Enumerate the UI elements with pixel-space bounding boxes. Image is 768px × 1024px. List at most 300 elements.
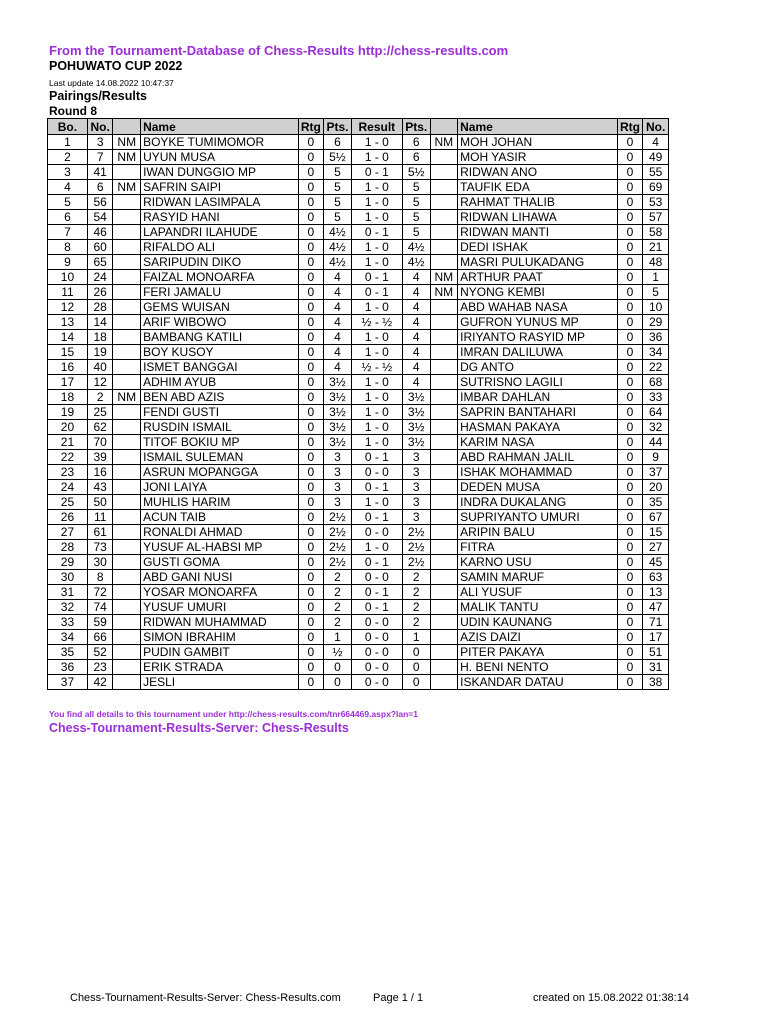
col-header-pts-2: Pts. bbox=[402, 119, 430, 135]
black-title-cell: NM bbox=[430, 270, 458, 285]
board-cell: 31 bbox=[48, 585, 88, 600]
table-row bbox=[48, 420, 669, 435]
black-title-cell bbox=[430, 570, 458, 585]
table-row bbox=[48, 480, 669, 495]
white-pts-cell: 2½ bbox=[324, 555, 352, 570]
white-pts-cell: 0 bbox=[324, 660, 352, 675]
white-no-cell: 74 bbox=[87, 600, 113, 615]
black-rtg-cell: 0 bbox=[617, 390, 643, 405]
black-rtg-cell: 0 bbox=[617, 330, 643, 345]
table-row bbox=[48, 255, 669, 270]
result-cell: 0 - 1 bbox=[351, 555, 402, 570]
black-name-cell: RIDWAN ANO bbox=[458, 165, 618, 180]
result-cell: 0 - 1 bbox=[351, 480, 402, 495]
black-rtg-cell: 0 bbox=[617, 345, 643, 360]
result-cell: 1 - 0 bbox=[351, 405, 402, 420]
black-name-cell: SAMIN MARUF bbox=[458, 570, 618, 585]
footer-left: Chess-Tournament-Results-Server: Chess-Results.com bbox=[70, 992, 341, 1004]
table-row bbox=[48, 570, 669, 585]
white-name-cell: YUSUF AL-HABSI MP bbox=[141, 540, 299, 555]
black-no-cell: 44 bbox=[643, 435, 669, 450]
white-pts-cell: 0 bbox=[324, 675, 352, 690]
black-pts-cell: 5 bbox=[402, 180, 430, 195]
black-name-cell: ISKANDAR DATAU bbox=[458, 675, 618, 690]
white-no-cell: 11 bbox=[87, 510, 113, 525]
white-rtg-cell: 0 bbox=[298, 570, 324, 585]
table-row bbox=[48, 660, 669, 675]
white-pts-cell: 3½ bbox=[324, 405, 352, 420]
white-rtg-cell: 0 bbox=[298, 495, 324, 510]
black-title-cell bbox=[430, 420, 458, 435]
table-row bbox=[48, 555, 669, 570]
table-row bbox=[48, 360, 669, 375]
white-no-cell: 61 bbox=[87, 525, 113, 540]
white-name-cell: SAFRIN SAIPI bbox=[141, 180, 299, 195]
white-rtg-cell: 0 bbox=[298, 585, 324, 600]
result-cell: 0 - 1 bbox=[351, 165, 402, 180]
black-no-cell: 29 bbox=[643, 315, 669, 330]
source-link-line[interactable]: From the Tournament-Database of Chess-Results http://chess-results.com bbox=[49, 43, 509, 58]
white-rtg-cell: 0 bbox=[298, 135, 324, 150]
white-title-cell bbox=[113, 615, 141, 630]
white-no-cell: 43 bbox=[87, 480, 113, 495]
board-cell: 12 bbox=[48, 300, 88, 315]
tournament-title: POHUWATO CUP 2022 bbox=[49, 59, 183, 73]
black-pts-cell: 4 bbox=[402, 300, 430, 315]
black-name-cell: MALIK TANTU bbox=[458, 600, 618, 615]
board-cell: 3 bbox=[48, 165, 88, 180]
black-name-cell: GUFRON YUNUS MP bbox=[458, 315, 618, 330]
result-cell: 1 - 0 bbox=[351, 540, 402, 555]
board-cell: 7 bbox=[48, 225, 88, 240]
white-no-cell: 72 bbox=[87, 585, 113, 600]
black-rtg-cell: 0 bbox=[617, 510, 643, 525]
black-pts-cell: 4 bbox=[402, 345, 430, 360]
white-rtg-cell: 0 bbox=[298, 675, 324, 690]
black-rtg-cell: 0 bbox=[617, 600, 643, 615]
black-title-cell bbox=[430, 315, 458, 330]
black-rtg-cell: 0 bbox=[617, 165, 643, 180]
board-cell: 17 bbox=[48, 375, 88, 390]
board-cell: 20 bbox=[48, 420, 88, 435]
white-name-cell: FAIZAL MONOARFA bbox=[141, 270, 299, 285]
black-name-cell: MASRI PULUKADANG bbox=[458, 255, 618, 270]
black-title-cell bbox=[430, 510, 458, 525]
black-rtg-cell: 0 bbox=[617, 525, 643, 540]
result-cell: 1 - 0 bbox=[351, 345, 402, 360]
black-pts-cell: 6 bbox=[402, 150, 430, 165]
white-no-cell: 52 bbox=[87, 645, 113, 660]
white-title-cell bbox=[113, 255, 141, 270]
white-rtg-cell: 0 bbox=[298, 180, 324, 195]
result-cell: 1 - 0 bbox=[351, 180, 402, 195]
black-rtg-cell: 0 bbox=[617, 495, 643, 510]
white-rtg-cell: 0 bbox=[298, 615, 324, 630]
black-rtg-cell: 0 bbox=[617, 360, 643, 375]
black-name-cell: KARNO USU bbox=[458, 555, 618, 570]
board-cell: 34 bbox=[48, 630, 88, 645]
black-title-cell bbox=[430, 525, 458, 540]
server-line: Chess-Tournament-Results-Server: Chess-Results bbox=[49, 721, 349, 735]
black-title-cell bbox=[430, 210, 458, 225]
black-rtg-cell: 0 bbox=[617, 405, 643, 420]
black-rtg-cell: 0 bbox=[617, 585, 643, 600]
white-name-cell: MUHLIS HARIM bbox=[141, 495, 299, 510]
col-header-result: Result bbox=[351, 119, 402, 135]
black-title-cell bbox=[430, 465, 458, 480]
black-rtg-cell: 0 bbox=[617, 660, 643, 675]
white-pts-cell: 4 bbox=[324, 285, 352, 300]
white-title-cell: NM bbox=[113, 180, 141, 195]
black-name-cell: TAUFIK EDA bbox=[458, 180, 618, 195]
white-pts-cell: ½ bbox=[324, 645, 352, 660]
result-cell: 1 - 0 bbox=[351, 330, 402, 345]
board-cell: 4 bbox=[48, 180, 88, 195]
table-row bbox=[48, 225, 669, 240]
result-cell: 0 - 0 bbox=[351, 615, 402, 630]
result-cell: 1 - 0 bbox=[351, 210, 402, 225]
white-pts-cell: 3½ bbox=[324, 390, 352, 405]
black-title-cell bbox=[430, 405, 458, 420]
table-row bbox=[48, 210, 669, 225]
black-no-cell: 31 bbox=[643, 660, 669, 675]
black-rtg-cell: 0 bbox=[617, 675, 643, 690]
black-pts-cell: 2 bbox=[402, 600, 430, 615]
black-pts-cell: 3 bbox=[402, 480, 430, 495]
white-name-cell: BEN ABD AZIS bbox=[141, 390, 299, 405]
white-title-cell bbox=[113, 480, 141, 495]
black-name-cell: ALI YUSUF bbox=[458, 585, 618, 600]
section-title: Pairings/Results bbox=[49, 89, 147, 103]
white-name-cell: ADHIM AYUB bbox=[141, 375, 299, 390]
board-cell: 9 bbox=[48, 255, 88, 270]
white-name-cell: ABD GANI NUSI bbox=[141, 570, 299, 585]
col-header-title-2 bbox=[430, 119, 458, 135]
black-no-cell: 5 bbox=[643, 285, 669, 300]
board-cell: 26 bbox=[48, 510, 88, 525]
black-rtg-cell: 0 bbox=[617, 630, 643, 645]
white-rtg-cell: 0 bbox=[298, 195, 324, 210]
white-title-cell bbox=[113, 210, 141, 225]
white-name-cell: RIDWAN LASIMPALA bbox=[141, 195, 299, 210]
black-rtg-cell: 0 bbox=[617, 315, 643, 330]
board-cell: 27 bbox=[48, 525, 88, 540]
white-no-cell: 12 bbox=[87, 375, 113, 390]
black-pts-cell: 3½ bbox=[402, 435, 430, 450]
black-pts-cell: 4½ bbox=[402, 240, 430, 255]
board-cell: 32 bbox=[48, 600, 88, 615]
black-pts-cell: 3 bbox=[402, 465, 430, 480]
white-rtg-cell: 0 bbox=[298, 285, 324, 300]
table-row bbox=[48, 585, 669, 600]
white-no-cell: 7 bbox=[87, 150, 113, 165]
white-title-cell bbox=[113, 540, 141, 555]
black-pts-cell: 3 bbox=[402, 495, 430, 510]
black-pts-cell: 4 bbox=[402, 375, 430, 390]
white-rtg-cell: 0 bbox=[298, 270, 324, 285]
table-row bbox=[48, 390, 669, 405]
board-cell: 6 bbox=[48, 210, 88, 225]
black-no-cell: 37 bbox=[643, 465, 669, 480]
black-no-cell: 57 bbox=[643, 210, 669, 225]
black-pts-cell: 0 bbox=[402, 645, 430, 660]
result-cell: 0 - 1 bbox=[351, 585, 402, 600]
result-cell: 0 - 0 bbox=[351, 465, 402, 480]
white-name-cell: UYUN MUSA bbox=[141, 150, 299, 165]
board-cell: 18 bbox=[48, 390, 88, 405]
black-pts-cell: 2 bbox=[402, 615, 430, 630]
white-no-cell: 65 bbox=[87, 255, 113, 270]
board-cell: 35 bbox=[48, 645, 88, 660]
white-no-cell: 54 bbox=[87, 210, 113, 225]
white-name-cell: FENDI GUSTI bbox=[141, 405, 299, 420]
black-name-cell: SUPRIYANTO UMURI bbox=[458, 510, 618, 525]
white-title-cell bbox=[113, 225, 141, 240]
black-no-cell: 51 bbox=[643, 645, 669, 660]
black-title-cell bbox=[430, 585, 458, 600]
black-no-cell: 34 bbox=[643, 345, 669, 360]
table-row bbox=[48, 240, 669, 255]
details-link-line[interactable]: You find all details to this tournament under http://chess-results.com/tnr664469.aspx?lan=1 bbox=[49, 709, 418, 719]
black-name-cell: ARTHUR PAAT bbox=[458, 270, 618, 285]
white-rtg-cell: 0 bbox=[298, 630, 324, 645]
black-name-cell: MOH JOHAN bbox=[458, 135, 618, 150]
white-title-cell bbox=[113, 525, 141, 540]
white-name-cell: GEMS WUISAN bbox=[141, 300, 299, 315]
white-pts-cell: 3 bbox=[324, 465, 352, 480]
white-no-cell: 28 bbox=[87, 300, 113, 315]
white-pts-cell: 4 bbox=[324, 270, 352, 285]
col-header-no: No. bbox=[87, 119, 113, 135]
white-name-cell: RONALDI AHMAD bbox=[141, 525, 299, 540]
white-name-cell: JONI LAIYA bbox=[141, 480, 299, 495]
white-pts-cell: 5 bbox=[324, 180, 352, 195]
white-name-cell: RASYID HANI bbox=[141, 210, 299, 225]
black-pts-cell: 3½ bbox=[402, 420, 430, 435]
table-header-row bbox=[48, 119, 669, 135]
white-no-cell: 3 bbox=[87, 135, 113, 150]
white-pts-cell: 4 bbox=[324, 345, 352, 360]
table-row bbox=[48, 195, 669, 210]
white-title-cell bbox=[113, 420, 141, 435]
board-cell: 1 bbox=[48, 135, 88, 150]
white-title-cell bbox=[113, 585, 141, 600]
board-cell: 13 bbox=[48, 315, 88, 330]
black-rtg-cell: 0 bbox=[617, 450, 643, 465]
white-rtg-cell: 0 bbox=[298, 360, 324, 375]
result-cell: 1 - 0 bbox=[351, 195, 402, 210]
white-rtg-cell: 0 bbox=[298, 480, 324, 495]
white-no-cell: 14 bbox=[87, 315, 113, 330]
board-cell: 2 bbox=[48, 150, 88, 165]
table-row bbox=[48, 180, 669, 195]
board-cell: 19 bbox=[48, 405, 88, 420]
white-rtg-cell: 0 bbox=[298, 660, 324, 675]
board-cell: 15 bbox=[48, 345, 88, 360]
black-rtg-cell: 0 bbox=[617, 645, 643, 660]
white-no-cell: 50 bbox=[87, 495, 113, 510]
board-cell: 30 bbox=[48, 570, 88, 585]
col-header-rtg-2: Rtg bbox=[617, 119, 643, 135]
white-rtg-cell: 0 bbox=[298, 315, 324, 330]
black-pts-cell: 4 bbox=[402, 315, 430, 330]
white-name-cell: SIMON IBRAHIM bbox=[141, 630, 299, 645]
board-cell: 37 bbox=[48, 675, 88, 690]
white-name-cell: ARIF WIBOWO bbox=[141, 315, 299, 330]
white-rtg-cell: 0 bbox=[298, 555, 324, 570]
black-rtg-cell: 0 bbox=[617, 555, 643, 570]
black-title-cell: NM bbox=[430, 285, 458, 300]
black-name-cell: IMBAR DAHLAN bbox=[458, 390, 618, 405]
black-title-cell bbox=[430, 180, 458, 195]
table-row bbox=[48, 630, 669, 645]
black-name-cell: FITRA bbox=[458, 540, 618, 555]
black-no-cell: 49 bbox=[643, 150, 669, 165]
black-pts-cell: 4 bbox=[402, 285, 430, 300]
black-name-cell: IMRAN DALILUWA bbox=[458, 345, 618, 360]
black-no-cell: 17 bbox=[643, 630, 669, 645]
page-number: Page 1 / 1 bbox=[373, 992, 424, 1004]
black-pts-cell: 3½ bbox=[402, 390, 430, 405]
white-no-cell: 6 bbox=[87, 180, 113, 195]
white-rtg-cell: 0 bbox=[298, 510, 324, 525]
black-rtg-cell: 0 bbox=[617, 375, 643, 390]
white-no-cell: 16 bbox=[87, 465, 113, 480]
white-pts-cell: 2½ bbox=[324, 525, 352, 540]
white-title-cell bbox=[113, 300, 141, 315]
black-title-cell bbox=[430, 375, 458, 390]
black-rtg-cell: 0 bbox=[617, 480, 643, 495]
board-cell: 29 bbox=[48, 555, 88, 570]
result-cell: 1 - 0 bbox=[351, 150, 402, 165]
result-cell: 0 - 1 bbox=[351, 600, 402, 615]
col-header-name: Name bbox=[141, 119, 299, 135]
result-cell: 0 - 1 bbox=[351, 450, 402, 465]
white-pts-cell: 3 bbox=[324, 495, 352, 510]
white-pts-cell: 5 bbox=[324, 210, 352, 225]
board-cell: 36 bbox=[48, 660, 88, 675]
white-pts-cell: 3½ bbox=[324, 435, 352, 450]
table-row bbox=[48, 435, 669, 450]
black-name-cell: MOH YASIR bbox=[458, 150, 618, 165]
white-pts-cell: 3 bbox=[324, 450, 352, 465]
white-pts-cell: 2 bbox=[324, 570, 352, 585]
black-pts-cell: 2½ bbox=[402, 540, 430, 555]
result-cell: 1 - 0 bbox=[351, 135, 402, 150]
black-pts-cell: 2 bbox=[402, 570, 430, 585]
white-title-cell: NM bbox=[113, 390, 141, 405]
white-title-cell bbox=[113, 270, 141, 285]
white-no-cell: 26 bbox=[87, 285, 113, 300]
black-pts-cell: 5 bbox=[402, 195, 430, 210]
white-rtg-cell: 0 bbox=[298, 465, 324, 480]
result-cell: 0 - 0 bbox=[351, 525, 402, 540]
white-name-cell: JESLI bbox=[141, 675, 299, 690]
white-rtg-cell: 0 bbox=[298, 225, 324, 240]
black-title-cell bbox=[430, 645, 458, 660]
black-no-cell: 33 bbox=[643, 390, 669, 405]
black-title-cell bbox=[430, 390, 458, 405]
white-rtg-cell: 0 bbox=[298, 255, 324, 270]
board-cell: 16 bbox=[48, 360, 88, 375]
result-cell: 1 - 0 bbox=[351, 495, 402, 510]
white-title-cell: NM bbox=[113, 150, 141, 165]
white-name-cell: BOY KUSOY bbox=[141, 345, 299, 360]
black-no-cell: 68 bbox=[643, 375, 669, 390]
white-pts-cell: 2 bbox=[324, 585, 352, 600]
white-pts-cell: 4½ bbox=[324, 255, 352, 270]
white-name-cell: ASRUN MOPANGGA bbox=[141, 465, 299, 480]
black-no-cell: 21 bbox=[643, 240, 669, 255]
black-title-cell bbox=[430, 300, 458, 315]
white-rtg-cell: 0 bbox=[298, 420, 324, 435]
black-no-cell: 13 bbox=[643, 585, 669, 600]
white-name-cell: ISMAIL SULEMAN bbox=[141, 450, 299, 465]
round-title: Round 8 bbox=[49, 104, 97, 118]
white-rtg-cell: 0 bbox=[298, 540, 324, 555]
white-name-cell: SARIPUDIN DIKO bbox=[141, 255, 299, 270]
table-row bbox=[48, 270, 669, 285]
white-no-cell: 70 bbox=[87, 435, 113, 450]
black-name-cell: AZIS DAIZI bbox=[458, 630, 618, 645]
result-cell: 0 - 0 bbox=[351, 660, 402, 675]
black-no-cell: 15 bbox=[643, 525, 669, 540]
black-no-cell: 45 bbox=[643, 555, 669, 570]
table-row bbox=[48, 510, 669, 525]
black-pts-cell: 1 bbox=[402, 630, 430, 645]
black-title-cell bbox=[430, 450, 458, 465]
board-cell: 24 bbox=[48, 480, 88, 495]
white-name-cell: LAPANDRI ILAHUDE bbox=[141, 225, 299, 240]
white-title-cell bbox=[113, 630, 141, 645]
white-title-cell bbox=[113, 435, 141, 450]
result-cell: 1 - 0 bbox=[351, 300, 402, 315]
white-title-cell bbox=[113, 555, 141, 570]
col-header-pts: Pts. bbox=[324, 119, 352, 135]
black-title-cell: NM bbox=[430, 135, 458, 150]
table-row bbox=[48, 330, 669, 345]
table-row bbox=[48, 675, 669, 690]
black-no-cell: 38 bbox=[643, 675, 669, 690]
white-name-cell: ACUN TAIB bbox=[141, 510, 299, 525]
white-pts-cell: 4½ bbox=[324, 240, 352, 255]
white-rtg-cell: 0 bbox=[298, 330, 324, 345]
black-rtg-cell: 0 bbox=[617, 210, 643, 225]
white-name-cell: RIDWAN MUHAMMAD bbox=[141, 615, 299, 630]
white-title-cell bbox=[113, 675, 141, 690]
result-cell: 0 - 1 bbox=[351, 510, 402, 525]
black-rtg-cell: 0 bbox=[617, 270, 643, 285]
board-cell: 28 bbox=[48, 540, 88, 555]
white-title-cell bbox=[113, 600, 141, 615]
white-no-cell: 2 bbox=[87, 390, 113, 405]
black-pts-cell: 3 bbox=[402, 510, 430, 525]
black-no-cell: 55 bbox=[643, 165, 669, 180]
white-name-cell: ERIK STRADA bbox=[141, 660, 299, 675]
black-title-cell bbox=[430, 435, 458, 450]
black-name-cell: HASMAN PAKAYA bbox=[458, 420, 618, 435]
white-rtg-cell: 0 bbox=[298, 210, 324, 225]
white-rtg-cell: 0 bbox=[298, 345, 324, 360]
board-cell: 21 bbox=[48, 435, 88, 450]
result-cell: 1 - 0 bbox=[351, 420, 402, 435]
result-cell: 1 - 0 bbox=[351, 240, 402, 255]
board-cell: 11 bbox=[48, 285, 88, 300]
white-no-cell: 56 bbox=[87, 195, 113, 210]
white-name-cell: YOSAR MONOARFA bbox=[141, 585, 299, 600]
table-row bbox=[48, 615, 669, 630]
white-pts-cell: 4 bbox=[324, 360, 352, 375]
